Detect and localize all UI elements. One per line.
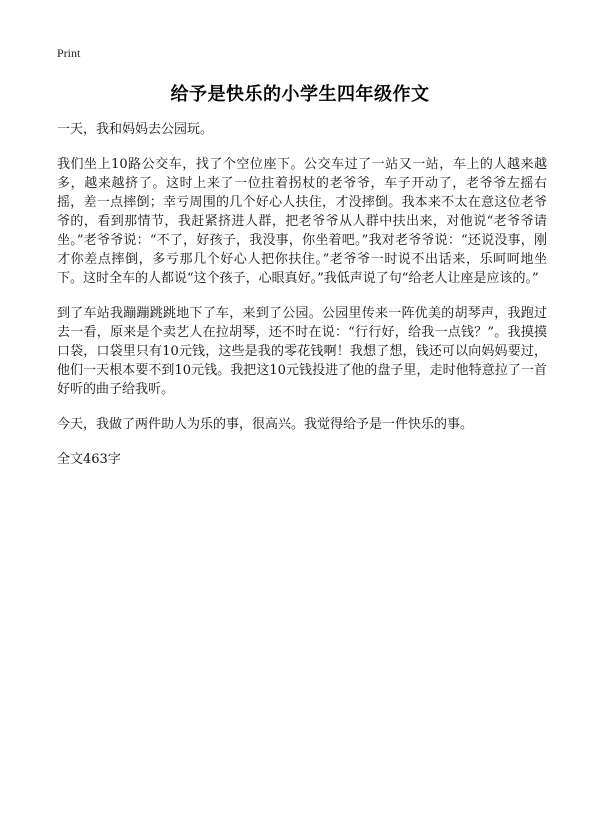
- paragraph: 我们坐上10路公交车，找了个空位座下。公交车过了一站又一站，车上的人越来越多，越来越挤了。这时上来了一位拄着拐杖的老爷爷，车子开动了，老爷爷左摇右摇，差一点摔倒；幸亏周围的几个好心人扶住，才没摔倒。我本来不太在意这位老爷爷的，看到那情节，我赶紧挤进人群，把老爷爷从人群中扶出来，对他说“老爷爷请坐。”老爷爷说：“不了，好孩子，我没事，你坐着吧。”我对老爷爷说：“还说没事，刚才你差点摔倒，多亏那几个好心人把你扶住。”老爷爷一时说不出话来，乐呵呵地坐下。这时全车的人都说“这个孩子，心眼真好。”我低声说了句“给老人让座是应该的。”: [57, 157, 547, 286]
- paragraph: 今天，我做了两件助人为乐的事，很高兴。我觉得给予是一件快乐的事。: [57, 417, 474, 432]
- paragraph: 到了车站我蹦蹦跳跳地下了车，来到了公园。公园里传来一阵优美的胡琴声，我跑过去一看，原来是个卖艺人在拉胡琴，还不时在说：“行行好，给我一点钱？”。我摸摸口袋，口袋里只有10元钱，这些是我的零花钱啊！我想了想，钱还可以向妈妈要过，他们一天根本要不到10元钱。我把这10元钱投进了他的盘子里，走时他特意拉了一首好听的曲子给我听。: [57, 306, 547, 397]
- print-link[interactable]: Print: [57, 46, 81, 60]
- word-count: 全文463字: [57, 452, 121, 467]
- article-body: [57, 120, 547, 469]
- paragraph: 一天，我和妈妈去公园玩。: [57, 122, 214, 137]
- article-title: 给予是快乐的小学生四年级作文: [170, 84, 430, 105]
